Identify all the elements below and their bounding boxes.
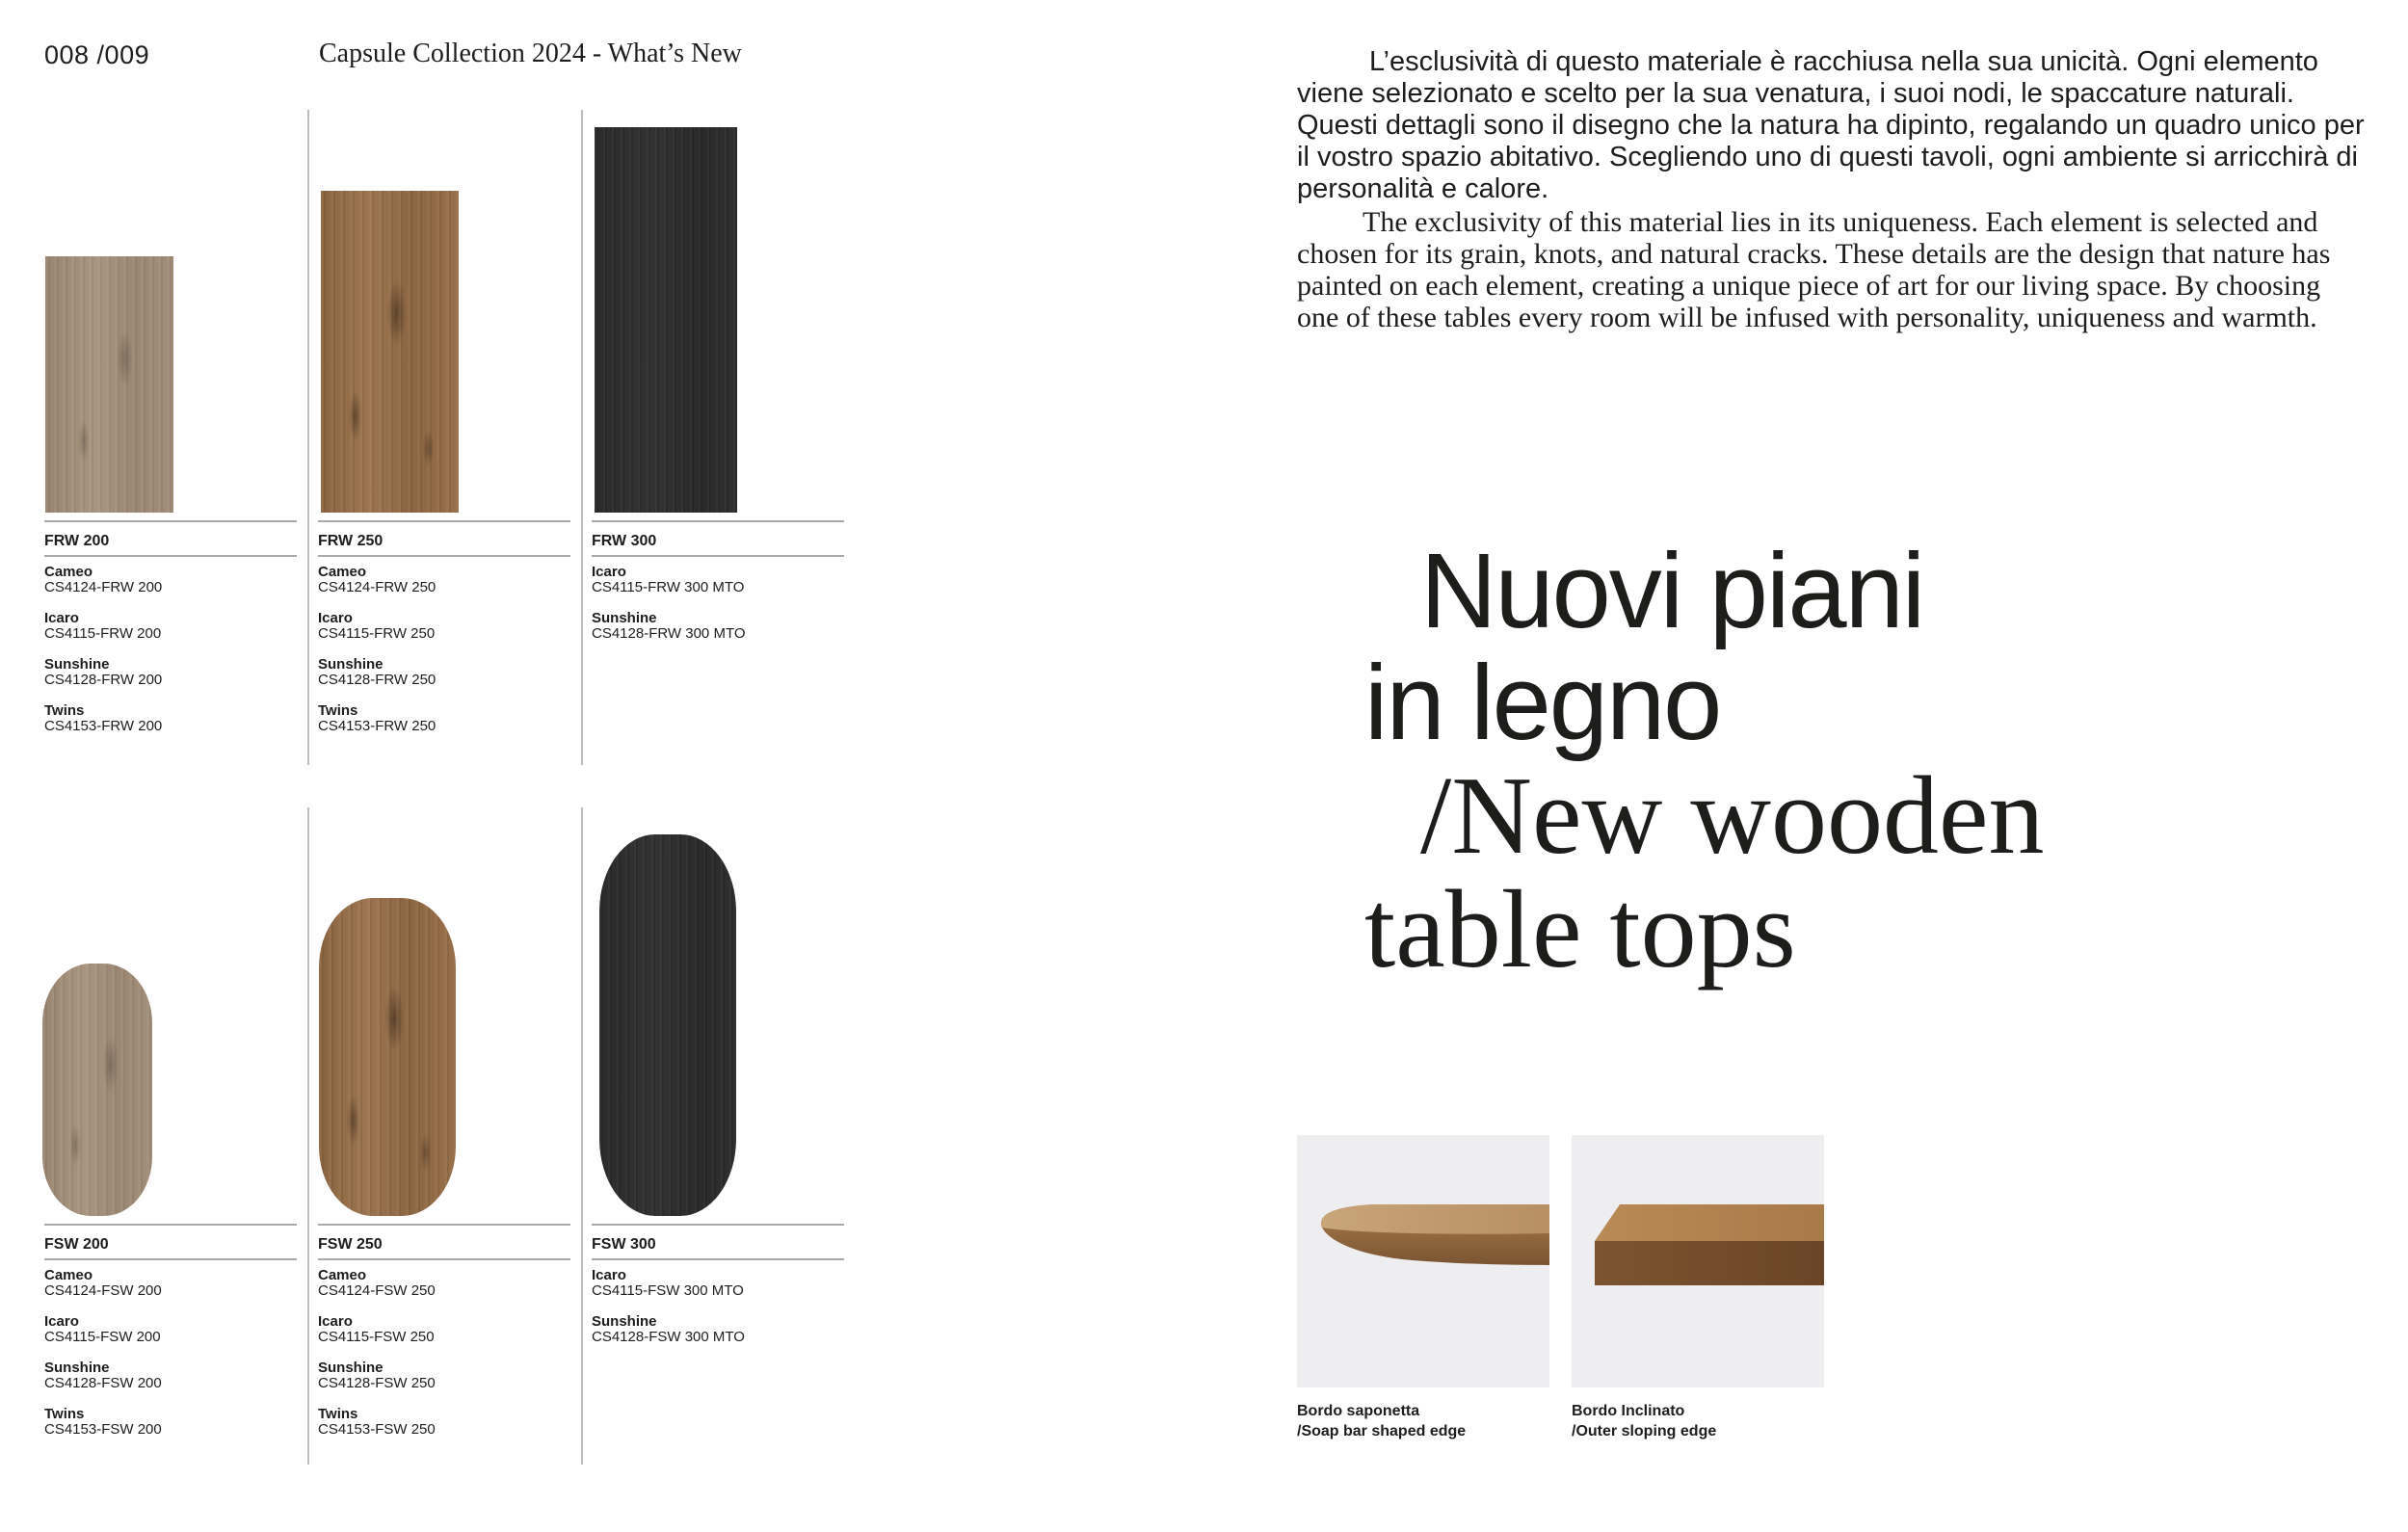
product-fsw-250 — [318, 0, 593, 1532]
variant-list — [318, 1268, 436, 1453]
variant-code: CS4153-FSW 250 — [318, 1421, 436, 1438]
intro-english: The exclusivity of this material lies in its uniqueness. Each element is selected and chosen for its grain, knots, and natural cracks. These details are the design that nature has painted on each element, creating a unique piece of art for our living space. By choosing one of these tables every room will be infused with personality, uniqueness and warmth. — [1297, 206, 2331, 333]
product-code: FSW 250 — [318, 1236, 383, 1253]
variant-name: Cameo — [44, 564, 93, 580]
variant-code: CS4115-FSW 250 — [318, 1329, 435, 1345]
sloping-edge-caption — [1572, 1401, 1716, 1441]
caption-english: /Outer sloping edge — [1572, 1423, 1717, 1440]
variant-item — [44, 1360, 162, 1407]
variant-code: CS4128-FRW 300 MTO — [592, 625, 746, 642]
variant-item — [592, 1314, 745, 1360]
divider — [44, 1224, 297, 1226]
variant-list — [592, 1268, 745, 1360]
variant-code: CS4153-FRW 200 — [44, 718, 163, 734]
variant-code: CS4153-FRW 250 — [318, 718, 437, 734]
shaped-top-image — [319, 898, 456, 1216]
headline-line: Nuovi piani — [1420, 532, 1924, 650]
variant-code: CS4124-FSW 200 — [44, 1282, 162, 1299]
variant-code: CS4128-FSW 300 MTO — [592, 1329, 745, 1345]
variant-name: Sunshine — [318, 1360, 384, 1376]
variant-name: Icaro — [592, 1267, 626, 1283]
page-number: 008 /009 — [44, 40, 150, 69]
variant-name: Icaro — [44, 610, 79, 626]
caption-italian: Bordo Inclinato — [1572, 1403, 1685, 1419]
sloping-edge-image — [1572, 1135, 1824, 1387]
product-fsw-200 — [44, 0, 319, 1532]
product-code: FSW 300 — [592, 1236, 656, 1253]
intro-italian: L’esclusività di questo materiale è racchiusa nella sua unicità. Ogni elemento viene selezionato e scelto per la sua venatura, i suoi nodi, le spaccature naturali. Questi dettagli sono il disegno che la natura ha dipinto, regalando un quadro unico per il vostro spazio abitativo. Scegliendo uno di questi tavoli, ogni ambiente si arricchirà di personalità e calore. — [1297, 46, 2365, 204]
variant-code: CS4124-FSW 250 — [318, 1282, 436, 1299]
variant-code: CS4153-FSW 200 — [44, 1421, 162, 1438]
soap-bar-edge-illustration — [1297, 1135, 1549, 1387]
variant-code: CS4128-FSW 250 — [318, 1375, 436, 1391]
shaped-top-image — [42, 964, 152, 1216]
caption-italian: Bordo saponetta — [1297, 1403, 1420, 1419]
variant-item — [592, 1268, 745, 1314]
variant-name: Sunshine — [592, 1313, 657, 1330]
divider — [318, 1224, 570, 1226]
running-title: Capsule Collection 2024 - What’s New — [319, 39, 742, 68]
variant-name: Sunshine — [44, 1360, 110, 1376]
variant-item — [44, 1314, 162, 1360]
variant-item — [44, 1268, 162, 1314]
variant-name: Twins — [318, 702, 358, 719]
product-code: FSW 200 — [44, 1236, 109, 1253]
headline-english — [1364, 754, 2045, 991]
variant-name: Icaro — [318, 610, 353, 626]
headline — [1364, 532, 2045, 991]
variant-code: CS4115-FRW 300 MTO — [592, 579, 745, 595]
variant-code: CS4124-FRW 200 — [44, 579, 163, 595]
variant-code: CS4128-FRW 250 — [318, 672, 437, 688]
variant-name: Cameo — [44, 1267, 93, 1283]
variant-code: CS4124-FRW 250 — [318, 579, 437, 595]
variant-name: Twins — [44, 1406, 85, 1422]
variant-name: Cameo — [318, 1267, 367, 1283]
variant-name: Cameo — [318, 564, 367, 580]
variant-code: CS4115-FSW 300 MTO — [592, 1282, 744, 1299]
variant-list — [44, 1268, 162, 1453]
headline-line: table tops — [1364, 868, 1796, 991]
variant-name: Icaro — [44, 1313, 79, 1330]
shaped-top-image — [599, 834, 736, 1216]
divider — [318, 1258, 570, 1260]
product-fsw-300 — [592, 0, 866, 1532]
variant-item — [318, 1314, 436, 1360]
variant-item — [44, 1407, 162, 1453]
headline-line: /New wooden — [1420, 754, 2045, 878]
variant-name: Twins — [318, 1406, 358, 1422]
sloping-edge-illustration — [1572, 1135, 1824, 1387]
variant-name: Icaro — [318, 1313, 353, 1330]
variant-code: CS4128-FSW 200 — [44, 1375, 162, 1391]
headline-italian — [1364, 532, 2045, 762]
soap-bar-edge-image — [1297, 1135, 1549, 1387]
variant-name: Sunshine — [318, 656, 384, 673]
product-code: FRW 200 — [44, 533, 110, 549]
soap-bar-edge-caption — [1297, 1401, 1466, 1441]
divider — [592, 1258, 844, 1260]
variant-name: Twins — [44, 702, 85, 719]
variant-name: Sunshine — [44, 656, 110, 673]
headline-line: in legno — [1364, 644, 1721, 762]
variant-name: Sunshine — [592, 610, 657, 626]
caption-english: /Soap bar shaped edge — [1297, 1423, 1467, 1440]
product-code: FRW 300 — [592, 533, 657, 549]
variant-code: CS4115-FRW 250 — [318, 625, 436, 642]
variant-code: CS4128-FRW 200 — [44, 672, 163, 688]
variant-code: CS4115-FRW 200 — [44, 625, 162, 642]
variant-name: Icaro — [592, 564, 626, 580]
variant-item — [318, 1360, 436, 1407]
product-code: FRW 250 — [318, 533, 384, 549]
variant-code: CS4115-FSW 200 — [44, 1329, 161, 1345]
divider — [44, 1258, 297, 1260]
variant-item — [318, 1268, 436, 1314]
variant-item — [318, 1407, 436, 1453]
divider — [592, 1224, 844, 1226]
